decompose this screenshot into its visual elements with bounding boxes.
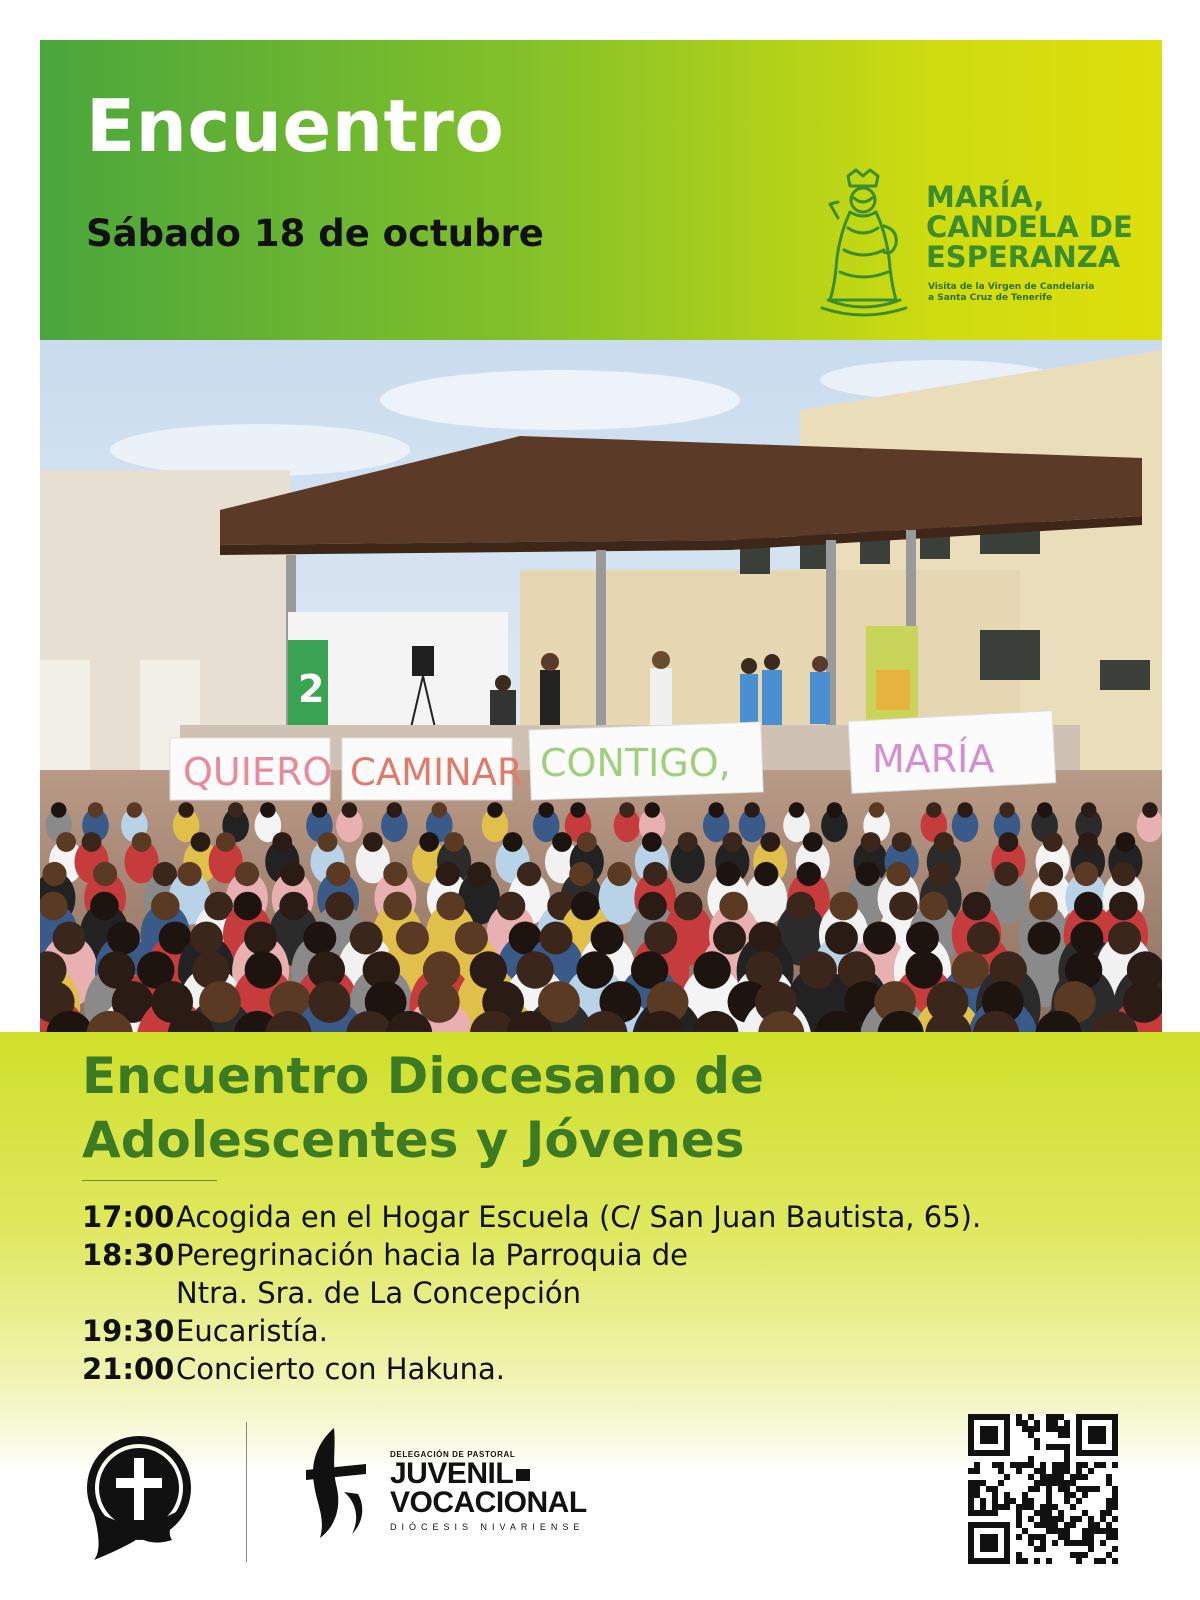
crowd-head [303, 922, 336, 955]
crowd-head [350, 922, 383, 955]
pastoral-logo-text [390, 1450, 650, 1532]
crowd-head [132, 832, 152, 852]
crowd-head [432, 802, 447, 817]
schedule-time: 17:00 [82, 1200, 175, 1234]
crowd-head [708, 802, 723, 817]
crowd-head [191, 832, 211, 852]
crowd-head [892, 832, 912, 852]
banner-word-1: QUIERO [183, 750, 333, 794]
crowd-head [638, 892, 667, 921]
footer-divider [246, 1422, 247, 1562]
crowd-head [272, 832, 292, 852]
schedule-time: 19:30 [82, 1314, 175, 1348]
schedule-item [82, 1312, 1142, 1350]
crowd-head [678, 832, 698, 852]
diocese-seal-icon [84, 1428, 194, 1568]
schedule-text [176, 1236, 1142, 1312]
crowd-head [1108, 922, 1141, 955]
schedule-text-line-1: Peregrinación hacia la Parroquia de [176, 1238, 688, 1272]
header-banner [40, 40, 1162, 340]
crowd-head [644, 922, 677, 955]
event-date: Sábado 18 de octubre [86, 212, 544, 255]
crowd-head [1112, 862, 1136, 886]
crowd-head [962, 892, 991, 921]
crowd-head [216, 832, 236, 852]
crowd-head [1142, 802, 1157, 817]
crowd-head [233, 892, 262, 921]
pastoral-cross-icon [296, 1422, 376, 1552]
crowd-head [383, 862, 407, 886]
crowd-head [436, 892, 465, 921]
crowd-head [244, 922, 277, 955]
crowd-head [1074, 862, 1098, 886]
virgin-candelaria-icon [808, 168, 918, 318]
crowd-head [929, 862, 953, 886]
maria-logo-name [926, 182, 1136, 272]
crowd-head [760, 832, 780, 852]
crowd-head [1028, 922, 1061, 955]
crowd-head [889, 892, 918, 921]
crowd-head [856, 862, 880, 886]
banner-word-3: CONTIGO, [540, 741, 731, 785]
crowd-head [444, 832, 464, 852]
crowd-head [825, 922, 858, 955]
crowd-head [279, 892, 308, 921]
event-title-line-1: Encuentro Diocesano de [82, 1047, 764, 1105]
stage-number: 2 [298, 667, 325, 711]
schedule-item [82, 1198, 1142, 1236]
crowd-head [716, 862, 740, 886]
schedule-time: 18:30 [82, 1238, 175, 1272]
crowd-head [1078, 832, 1098, 852]
banner-caminar [342, 738, 523, 800]
pastoral-dots-icon [516, 1469, 530, 1481]
qr-code-icon[interactable] [968, 1414, 1118, 1564]
crowd-head [693, 951, 730, 988]
crowd-head [722, 832, 742, 852]
crowd-head [569, 862, 593, 886]
crowd-head [281, 862, 305, 886]
maria-name-line-2: CANDELA DE [926, 210, 1133, 244]
crowd-head [905, 951, 942, 988]
crowd-head [455, 922, 488, 955]
crowd-head [797, 862, 821, 886]
pastoral-small-label: DELEGACIÓN DE PASTORAL [390, 1450, 516, 1459]
crowd-head [363, 832, 383, 852]
crowd-head [487, 802, 502, 817]
crowd-head [318, 832, 338, 852]
crowd-head [552, 832, 572, 852]
crowd-head [312, 802, 327, 817]
event-photo [40, 340, 1162, 1032]
crowd-head [1109, 892, 1138, 921]
crowd-head [245, 951, 282, 988]
crowd-head [789, 802, 804, 817]
crowd-head [387, 802, 402, 817]
crowd-head [570, 802, 585, 817]
crowd-head [645, 802, 660, 817]
crowd-head [1037, 802, 1052, 817]
event-title-line-2: Adolescentes y Jóvenes [82, 1111, 745, 1169]
crowd-head [190, 922, 223, 955]
crowd-head [1074, 892, 1103, 921]
crowd-head [325, 892, 354, 921]
crowd-head [309, 981, 351, 1023]
crowd-head [82, 832, 102, 852]
crowd-head [619, 802, 634, 817]
crowd-head [127, 802, 142, 817]
crowd-head [178, 802, 193, 817]
schedule-text-line-2: Ntra. Sra. de La Concepción [176, 1276, 582, 1310]
crowd-head [577, 832, 597, 852]
crowd-head [516, 951, 553, 988]
crowd-head [869, 802, 884, 817]
crowd-head [497, 892, 526, 921]
crowd-head [754, 862, 778, 886]
banner-contigo [529, 722, 763, 800]
crowd-head [42, 862, 66, 886]
footer-logos [0, 1400, 1200, 1600]
maria-logo-subtitle [928, 282, 1138, 304]
crowd-head [51, 802, 66, 817]
crowd-head [643, 862, 667, 886]
crowd-head [90, 892, 119, 921]
crowd-head [967, 922, 1000, 955]
crowd-head [467, 862, 491, 886]
maria-name-line-1: MARÍA, [926, 180, 1045, 214]
schedule-text: Concierto con Hakuna. [176, 1352, 505, 1386]
page-title: Encuentro [86, 84, 505, 168]
crowd-head [1043, 832, 1063, 852]
maria-subtitle-line-2: a Santa Cruz de Tenerife [928, 293, 1053, 303]
crowd-head [40, 892, 68, 921]
crowd-head [151, 892, 180, 921]
crowd-head [994, 862, 1018, 886]
crowd-head [827, 802, 842, 817]
crowd-head [591, 922, 624, 955]
maria-subtitle-line-1: Visita de la Virgen de Candelaria [928, 282, 1095, 292]
crowd-head [539, 802, 554, 817]
schedule-item [82, 1350, 1142, 1388]
schedule-text: Eucaristía. [176, 1314, 328, 1348]
pastoral-juvenil: JUVENIL [390, 1457, 514, 1490]
crowd-head [342, 802, 357, 817]
crowd-head [999, 802, 1014, 817]
crowd-head [517, 862, 541, 886]
schedule-list [82, 1198, 1142, 1388]
crowd-head [260, 802, 275, 817]
pastoral-juvenil-line [390, 1459, 650, 1488]
schedule-time: 21:00 [82, 1352, 175, 1386]
maria-name-line-3: ESPERANZA [926, 240, 1121, 274]
crowd-head [571, 892, 600, 921]
crowd-head [607, 862, 631, 886]
crowd-head [228, 802, 243, 817]
crowd-head [787, 892, 816, 921]
crowd-head [178, 862, 202, 886]
crowd-head [829, 892, 858, 921]
crowd-head [642, 832, 662, 852]
crowd-head [906, 922, 939, 955]
banner-word-4: MARÍA [872, 737, 995, 781]
crowd-head [53, 922, 86, 955]
crowd-head [436, 862, 460, 886]
crowd-head [920, 892, 949, 921]
event-title [82, 1044, 982, 1172]
crowd-head [749, 922, 782, 955]
crowd-head [934, 832, 954, 852]
crowd-head [56, 832, 76, 852]
pastoral-diocese: DIÓCESIS NIVARIENSE [390, 1522, 585, 1532]
schedule-text: Acogida en el Hogar Escuela (C/ San Juan Bautista, 65). [176, 1200, 982, 1234]
crowd-head [1115, 832, 1135, 852]
crowd-head [540, 922, 573, 955]
crowd-head [719, 892, 748, 921]
crowd-head [674, 892, 703, 921]
pastoral-vocacional: VOCACIONAL [390, 1486, 587, 1519]
banner-quiero [170, 738, 332, 800]
crowd-head [926, 802, 941, 817]
schedule-item [82, 1236, 1142, 1312]
title-divider [82, 1180, 217, 1181]
crowd-head [744, 802, 759, 817]
crowd-head [503, 832, 523, 852]
crowd-head [713, 922, 746, 955]
crowd-head [1070, 922, 1103, 955]
crowd-head [863, 922, 896, 955]
crowd-head [419, 832, 439, 852]
crowd-head [1029, 892, 1058, 921]
crowd-head [1039, 862, 1063, 886]
crowd-head [93, 862, 117, 886]
banner-word-2: CAMINAR [350, 751, 523, 794]
crowd-head [326, 862, 350, 886]
crowd-head [235, 862, 259, 886]
maria-candela-logo [808, 168, 1133, 318]
crowd-head [576, 951, 613, 988]
crowd-head [886, 862, 910, 886]
banner-maria [848, 711, 1055, 794]
crowd-head [861, 832, 881, 852]
crowd-head [998, 832, 1018, 852]
crowd-head [107, 922, 140, 955]
crowd-head [383, 892, 412, 921]
crowd-head [957, 802, 972, 817]
crowd-head [1081, 802, 1096, 817]
crowd-head [396, 922, 429, 955]
crowd-head [803, 832, 823, 852]
crowd-head [88, 802, 103, 817]
